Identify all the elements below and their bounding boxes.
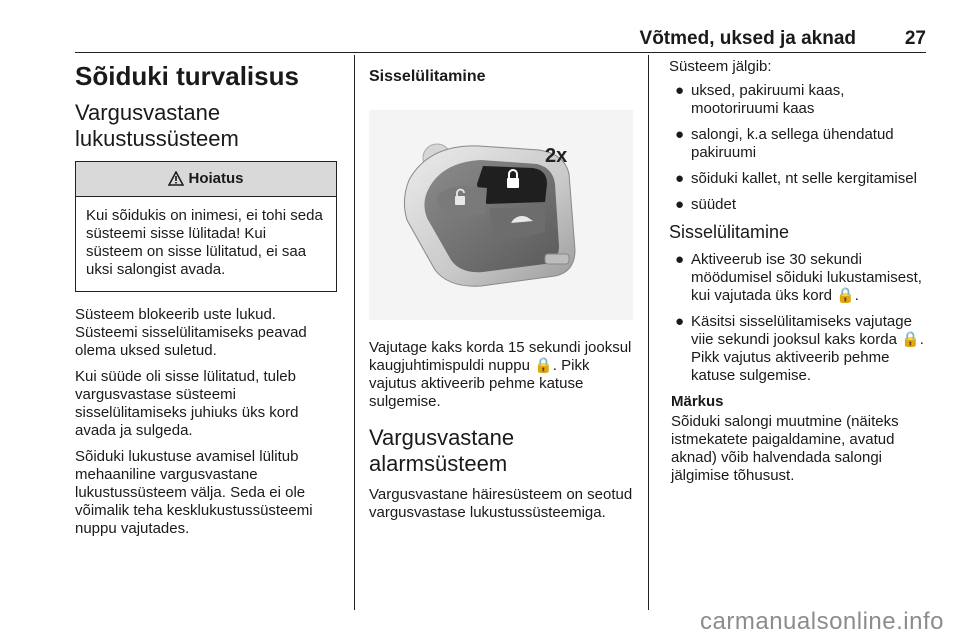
subsection-heading: Sisselülitamine <box>369 68 486 85</box>
column-3 <box>669 58 931 493</box>
bullet-icon: ● <box>675 126 685 143</box>
paragraph: Vajutage kaks korda 15 sekundi jooksul kaugjuhtimispuldi nuppu 🔒. Pikk vajutus aktiveerib pehme katuse sulgemise. <box>369 339 632 410</box>
list-item-text: sõiduki kallet, nt selle kergitamisel <box>691 170 917 187</box>
list-item <box>669 313 931 385</box>
list-item <box>669 251 931 305</box>
activation-list <box>669 251 931 385</box>
watermark: carmanualsonline.info <box>700 608 944 635</box>
list-item-text: salongi, k.a sellega ühendatud pakiruumi <box>691 126 894 161</box>
monitor-list <box>669 82 931 214</box>
running-header-title: Võtmed, uksed ja aknad <box>639 28 856 49</box>
list-item-text: uksed, pakiruumi kaas, mootoriruumi kaas <box>691 82 845 117</box>
note-text: Sõiduki salongi muutmine (näiteks istmekatete paigaldamine, avatud aknad) võib halvendada salongi jälgimise tõhusust. <box>671 413 899 484</box>
list-item-text: süüdet <box>691 196 737 213</box>
list-item <box>669 126 931 162</box>
column-divider-2 <box>648 55 649 610</box>
bullet-icon: ● <box>675 251 685 268</box>
press-count-label: 2x <box>545 145 568 167</box>
paragraph: Sõiduki lukustuse avamisel lülitub mehaaniline vargusvastane lukustussüsteem välja. Seda ei ole võimalik teha kesklukustussüsteemi nuppu vajutades. <box>75 447 313 537</box>
list-item <box>669 196 931 214</box>
column-divider-1 <box>354 55 355 610</box>
section-title: Sõiduki turvalisus <box>75 61 299 91</box>
list-item-text: Käsitsi sisselülitamiseks vajutage viie sekundi jooksul kaks korda 🔒. Pikk vajutus aktiveerib pehme katuse sulgemise. <box>691 313 924 384</box>
subsection-heading: Sisselülitamine <box>669 222 790 242</box>
paragraph: Vargusvastane häiresüsteem on seotud vargusvastase lukustussüsteemiga. <box>369 485 633 521</box>
warning-text: Kui sõidukis on inimesi, ei tohi seda süsteemi sisse lülitada! Kui süsteem on sisse lülitatud, ei saa uksi salongist avada. <box>86 206 323 278</box>
paragraph: Kui süüde oli sisse lülitatud, tuleb vargusvastase süsteemi sisselülitamiseks juhiuks üks kord avada ja sulgeda. <box>75 367 299 439</box>
column-2 <box>369 58 635 530</box>
paragraph: Süsteem blokeerib uste lukud. Süsteemi sisselülitamiseks peavad olema uksed suletud. <box>75 305 307 359</box>
bullet-icon: ● <box>675 170 685 187</box>
warning-body <box>76 197 336 291</box>
list-item <box>669 170 931 188</box>
bullet-icon: ● <box>675 313 685 330</box>
section-subtitle: Vargusvastane alarmsüsteem <box>369 425 515 477</box>
header-rule <box>75 52 926 53</box>
note <box>669 393 931 485</box>
warning-box <box>75 161 337 292</box>
section-subtitle: Vargusvastane lukustussüsteem <box>75 99 239 152</box>
page-number: 27 <box>904 28 926 49</box>
warning-header <box>76 162 336 197</box>
bullet-icon: ● <box>675 196 685 213</box>
warning-triangle-icon <box>168 171 184 186</box>
page-header <box>75 28 926 50</box>
note-title: Märkus <box>671 393 724 410</box>
key-fob-figure <box>369 110 633 320</box>
list-item-text: Aktiveerub ise 30 sekundi möödumisel sõiduki lukustamisest, kui vajutada üks kord 🔒. <box>691 251 922 304</box>
list-intro: Süsteem jälgib: <box>669 58 772 75</box>
warning-label: Hoiatus <box>188 170 244 188</box>
column-1 <box>75 58 337 546</box>
bullet-icon: ● <box>675 82 685 99</box>
list-item <box>669 82 931 118</box>
